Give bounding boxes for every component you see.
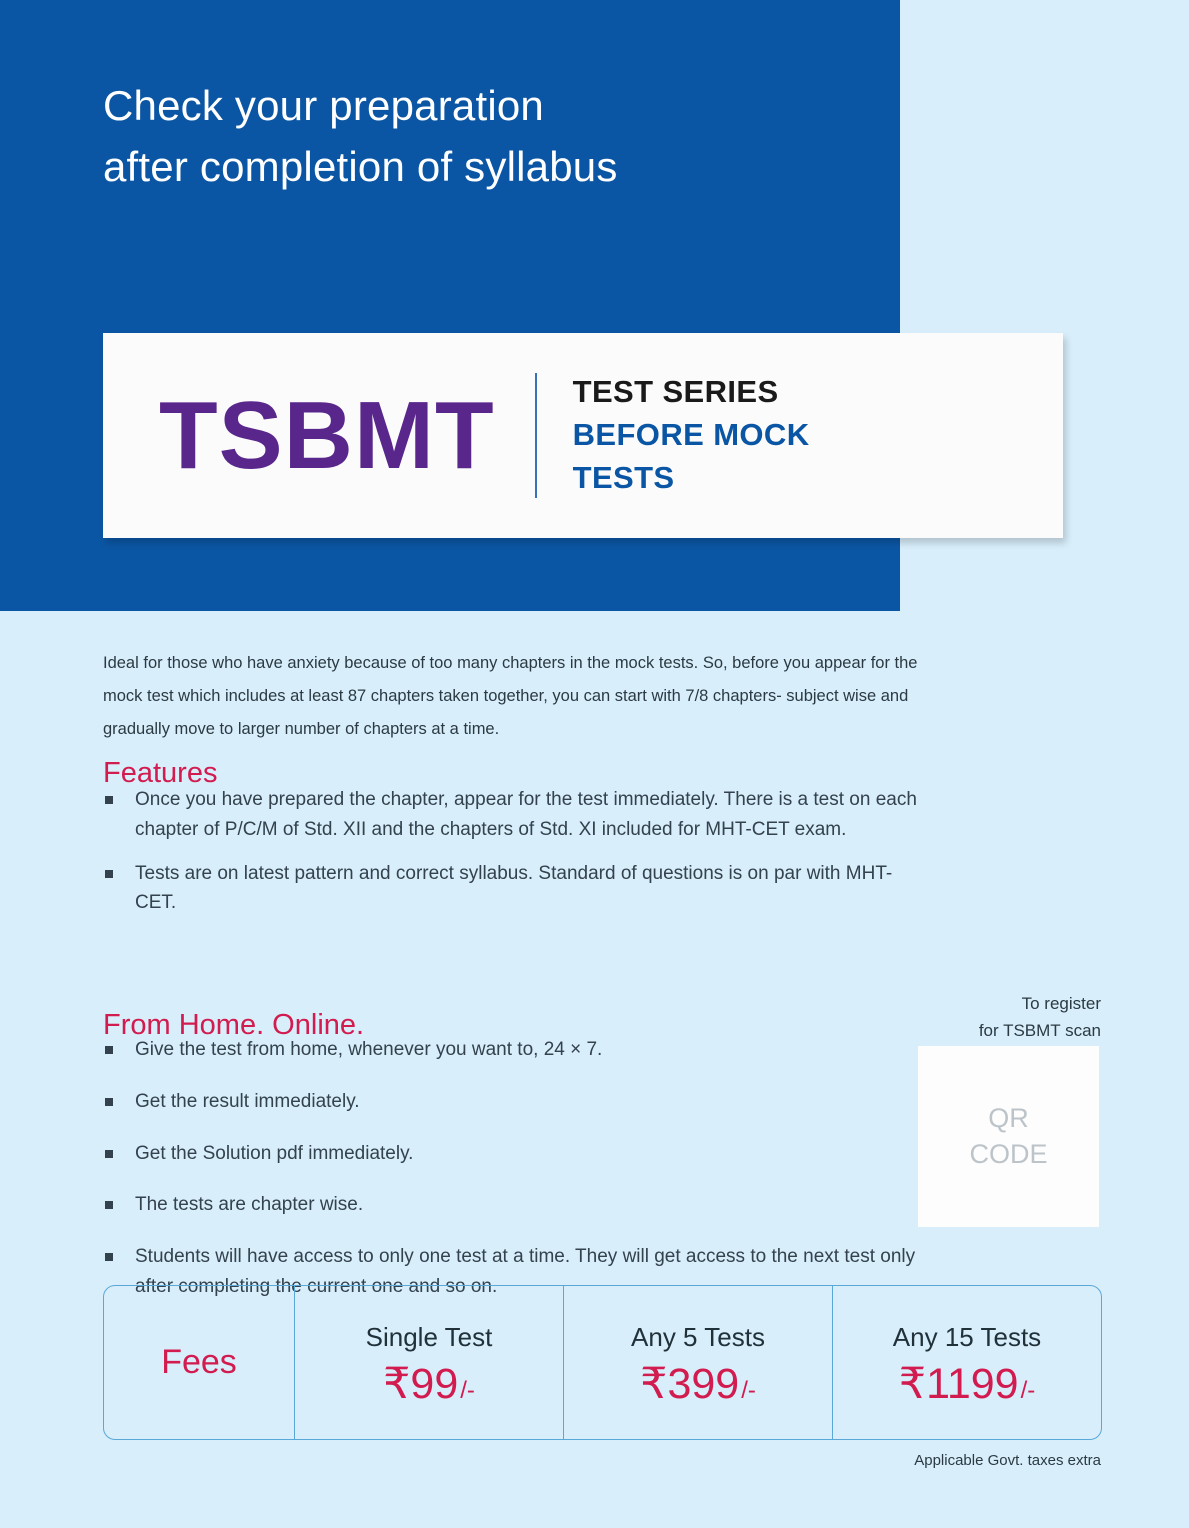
qr-instruction-line-2: for TSBMT scan <box>978 1021 1101 1041</box>
tax-note: Applicable Govt. taxes extra <box>914 1452 1101 1469</box>
brand-logo-bar <box>103 333 1063 538</box>
brand-subtitle-line-3: TESTS <box>572 459 675 495</box>
fees-table <box>103 1285 1102 1440</box>
features-list <box>100 785 930 932</box>
fees-label: Fees <box>161 1343 237 1381</box>
brand-subtitle <box>537 371 810 499</box>
fee-price <box>640 1359 756 1409</box>
fee-column-any-5-tests <box>563 1286 832 1439</box>
list-item: Students will have access to only one test at a time. They will get access to the next test only after completing the current one and so on. <box>100 1242 930 1302</box>
fee-price-amount: ₹99 <box>383 1360 459 1408</box>
fee-price-suffix: /- <box>1020 1377 1036 1404</box>
fee-name: Single Test <box>365 1322 493 1352</box>
fee-column-single-test <box>294 1286 563 1439</box>
list-item: The tests are chapter wise. <box>100 1190 930 1220</box>
fee-column-any-15-tests <box>832 1286 1101 1439</box>
fee-name: Any 15 Tests <box>892 1322 1042 1352</box>
list-item: Give the test from home, whenever you want to, 24 × 7. <box>100 1035 930 1065</box>
from-home-heading: From Home. Online. <box>103 1009 365 1042</box>
qr-code-icon[interactable] <box>918 1046 1099 1227</box>
features-heading: Features <box>103 757 218 790</box>
list-item: Get the result immediately. <box>100 1087 930 1117</box>
page-title-line-1: Check your preparation <box>103 82 544 129</box>
qr-instruction <box>871 990 1101 1044</box>
brand-subtitle-line-2: BEFORE MOCK <box>572 417 810 453</box>
fee-price-suffix: /- <box>741 1377 756 1404</box>
fee-price <box>899 1359 1036 1409</box>
list-item: Tests are on latest pattern and correct syllabus. Standard of questions is on par with MHT-CET. <box>100 859 930 919</box>
from-home-list <box>100 1035 930 1324</box>
qr-placeholder-line-2: CODE <box>969 1138 1048 1169</box>
qr-instruction-line-1: To register <box>1021 994 1101 1013</box>
list-item: Once you have prepared the chapter, appear for the test immediately. There is a test on each chapter of P/C/M of Std. XII and the chapters of Std. XI included for MHT-CET exam. <box>100 785 930 845</box>
fee-name: Any 5 Tests <box>631 1322 765 1352</box>
list-item: Get the Solution pdf immediately. <box>100 1139 930 1169</box>
page-title-line-2: after completion of syllabus <box>103 142 618 190</box>
fee-price-suffix: /- <box>460 1377 475 1404</box>
brand-acronym: TSBMT <box>159 381 495 489</box>
fee-price-amount: ₹399 <box>640 1360 740 1408</box>
qr-placeholder-line-1: QR <box>988 1103 1029 1134</box>
fee-price <box>383 1359 475 1409</box>
fee-price-amount: ₹1199 <box>898 1360 1019 1408</box>
page-title <box>103 76 863 198</box>
brand-subtitle-line-1: TEST SERIES <box>572 374 779 410</box>
intro-paragraph: Ideal for those who have anxiety because of too many chapters in the mock tests. So, before you appear for the mock test which includes at least 87 chapters taken together, you can start with 7/8 chapters- subject wise and gradually move to larger number of chapters at a time. <box>103 653 918 738</box>
